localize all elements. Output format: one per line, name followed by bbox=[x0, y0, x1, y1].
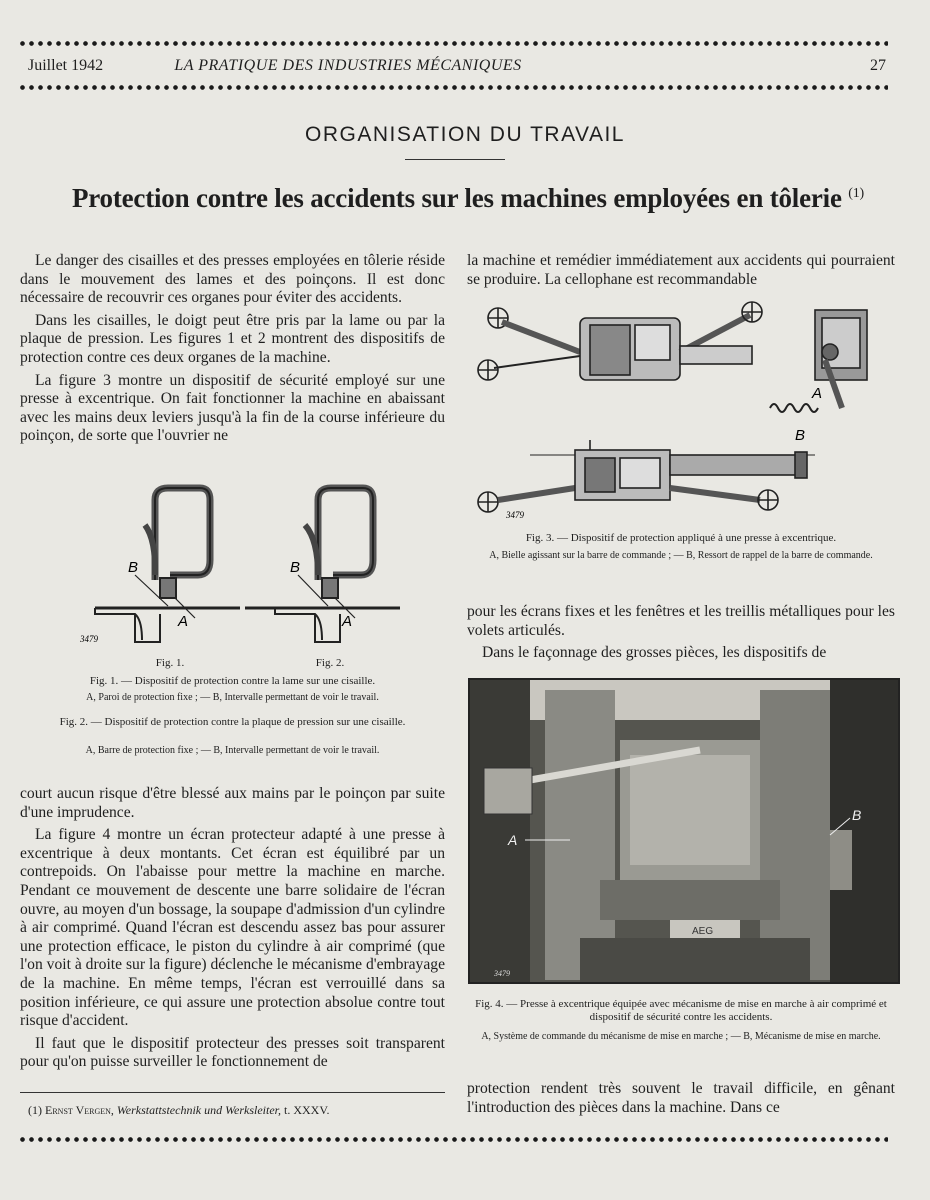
figure-4-image bbox=[470, 680, 898, 982]
paragraph: la machine et remédier immédiatement aux accidents qui pourraient se produire. La cellophane est recommandable bbox=[467, 252, 895, 288]
right-column-bottom bbox=[467, 1080, 895, 1121]
article-title bbox=[18, 183, 918, 214]
fig4-label-b: B bbox=[852, 807, 862, 823]
fig2-legend: A, Barre de protection fixe ; — B, Intervalle permettant de voir le travail. bbox=[85, 745, 380, 756]
article-title-text: Protection contre les accidents sur les machines employées en tôlerie bbox=[71, 183, 842, 213]
figure-1-2-drawing bbox=[60, 480, 410, 655]
fig2-label-a: A bbox=[342, 613, 353, 630]
footnote-rule bbox=[20, 1092, 445, 1093]
paragraph: La figure 4 montre un écran protecteur adapté à une presse à excentrique à deux montants. Cet écran est équilibré par un contrepoids. On l'abaisse pour mettre la machine en marche. Pendant ce mouvement de descente une barre solidaire de l'écran ouvre, au moyen d'un bossage, la soupape d'admission d'un cylindre à air comprimé. Quand l'écran est descendu assez bas pour assurer une protection efficace, le piston du cylindre à air comprimé (que l'on voit à droite sur la figure) déclenche le mécanisme d'embrayage de la machine. En même temps, l'écran est verrouillé dans sa position inférieure, ce qui assure une protection absolue contre tout risque d'accident. bbox=[20, 826, 445, 1030]
fig4-caption: Fig. 4. — Presse à excentrique équipée avec mécanisme de mise en marche à air comprimé et dispositif de sécurité contre les accidents. bbox=[475, 998, 887, 1023]
right-column-top bbox=[467, 252, 895, 293]
left-column-top bbox=[20, 252, 445, 450]
fig1-label-a: A bbox=[178, 613, 189, 630]
header-dotted-rule bbox=[18, 84, 888, 91]
section-rule bbox=[405, 159, 505, 160]
footnote-volume: t. XXXV. bbox=[284, 1103, 330, 1117]
left-column-bottom bbox=[20, 785, 445, 1076]
bottom-dotted-rule bbox=[18, 1136, 888, 1143]
fig3-caption: Fig. 3. — Dispositif de protection appliqué à une presse à excentrique. bbox=[525, 532, 837, 544]
top-dotted-rule bbox=[18, 40, 888, 47]
figure-4-photo bbox=[468, 678, 900, 984]
paragraph: Dans les cisailles, le doigt peut être pris par la lame ou par la plaque de pression. Les figures 1 et 2 montrent des dispositifs de protection contre ces deux organes de la machine. bbox=[20, 311, 445, 366]
fig4-ref-number: 3479 bbox=[494, 969, 510, 978]
fig3-label-a: A bbox=[812, 385, 823, 402]
header-date: Juillet 1942 bbox=[28, 57, 104, 74]
fig1-caption: Fig. 1. — Dispositif de protection contre la lame sur une cisaille. bbox=[89, 675, 376, 687]
footnote bbox=[28, 1103, 329, 1118]
fig2-caption: Fig. 2. — Dispositif de protection contre la plaque de pression sur une cisaille. bbox=[59, 716, 406, 728]
running-header bbox=[28, 57, 886, 79]
fig3-ref-number: 3479 bbox=[506, 510, 524, 520]
header-journal: LA PRATIQUE DES INDUSTRIES MÉCANIQUES bbox=[174, 57, 522, 74]
footnote-journal: Werkstattstechnik und Werksleiter, bbox=[116, 1103, 281, 1117]
paragraph: pour les écrans fixes et les fenêtres et les treillis métalliques pour les volets articulés. bbox=[467, 603, 895, 639]
paragraph: Il faut que le dispositif protecteur des presses soit transparent pour qu'on puisse surveiller le fonctionnement de bbox=[20, 1034, 445, 1071]
footnote-author: Ernst Vergen, bbox=[45, 1103, 114, 1117]
figure-3-drawing bbox=[470, 290, 890, 525]
fig2-label-b: B bbox=[290, 559, 301, 576]
fig4-legend: A, Système de commande du mécanisme de mise en marche ; — B, Mécanisme de mise en marche. bbox=[481, 1031, 881, 1042]
fig1-legend: A, Paroi de protection fixe ; — B, Intervalle permettant de voir le travail. bbox=[86, 692, 379, 703]
paragraph: La figure 3 montre un dispositif de sécurité employé sur une presse à excentrique. On fait fonctionner la machine en abaissant avec les mains deux leviers jusqu'à la fin de la course inférieure du poinçon, de sorte que l'ouvrier ne bbox=[20, 371, 445, 445]
fig4-nameplate: AEG bbox=[692, 926, 714, 937]
right-column-middle bbox=[467, 603, 895, 667]
fig3-legend: A, Bielle agissant sur la barre de commande ; — B, Ressort de rappel de la barre de commande. bbox=[489, 550, 873, 561]
paragraph: Dans le façonnage des grosses pièces, les dispositifs de bbox=[482, 644, 827, 662]
footnote-number: (1) bbox=[28, 1103, 42, 1117]
fig4-label-a: A bbox=[508, 832, 518, 848]
fig12-ref-number: 3479 bbox=[80, 634, 98, 644]
paragraph: Le danger des cisailles et des presses employées en tôlerie réside dans le mouvement des lames et des poinçons. Il est donc nécessaire de recouvrir ces organes pour éviter des accidents. bbox=[20, 252, 445, 307]
section-heading: ORGANISATION DU TRAVAIL bbox=[305, 123, 625, 146]
fig1-label: Fig. 1. bbox=[155, 657, 185, 669]
article-title-note: (1) bbox=[848, 186, 865, 201]
header-page-number: 27 bbox=[870, 57, 886, 74]
fig2-label: Fig. 2. bbox=[315, 657, 345, 669]
fig1-label-b: B bbox=[128, 559, 139, 576]
fig3-label-b: B bbox=[795, 427, 806, 444]
paragraph: protection rendent très souvent le travail difficile, en gênant l'introduction des pièces dans la machine. Dans ce bbox=[467, 1080, 895, 1116]
paragraph: court aucun risque d'être blessé aux mains par le poinçon par suite d'une imprudence. bbox=[20, 785, 445, 821]
